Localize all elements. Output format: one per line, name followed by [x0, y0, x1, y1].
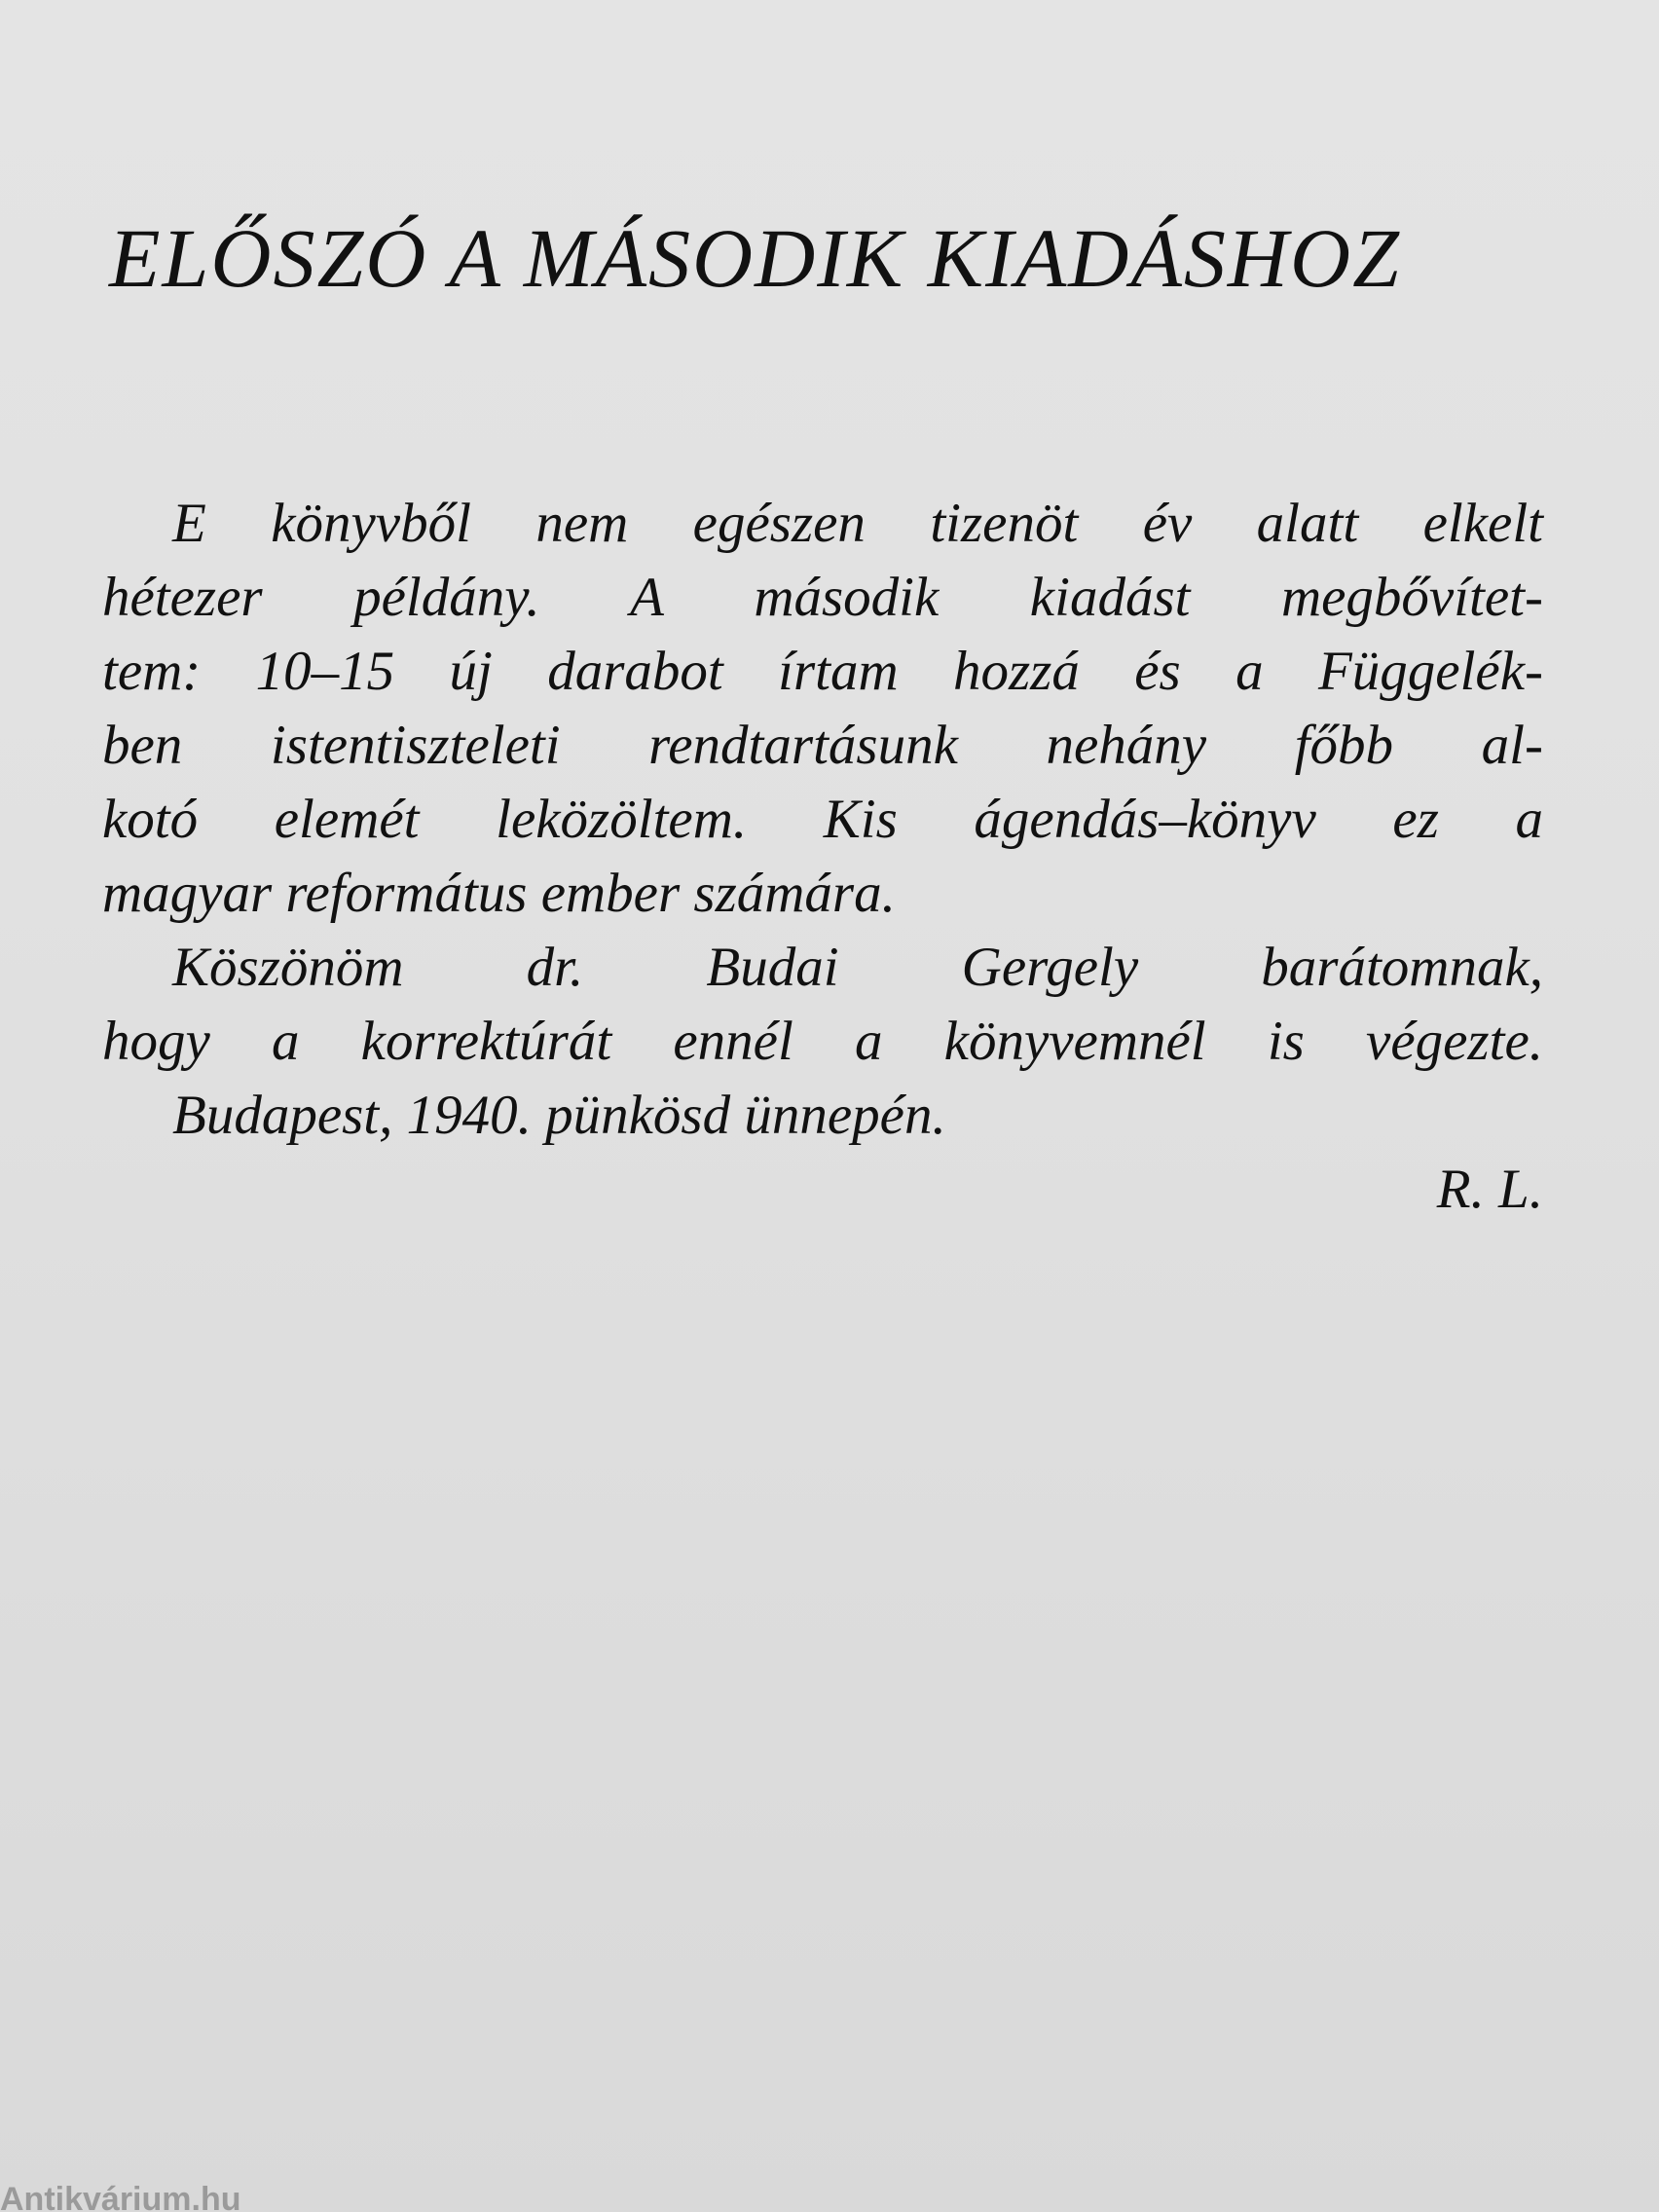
date-line: Budapest, 1940. pünkösd ünnepén. [172, 1085, 946, 1146]
text-line: hogy a korrektúrát ennél a könyvemnél is végezte. [102, 1011, 1543, 1072]
text-line: magyar református ember számára. [102, 863, 896, 924]
text-line: hétezer példány. A második kiadást megbővítet- [102, 567, 1543, 628]
watermark: Antikvárium.hu [0, 2183, 241, 2212]
text-line: ben istentiszteleti rendtartásunk nehány főbb al- [102, 715, 1543, 776]
text-line: kotó elemét leközöltem. Kis ágendás–könyv ez a [102, 789, 1543, 850]
text-line: tem: 10–15 új darabot írtam hozzá és a Függelék- [102, 641, 1543, 702]
page-title: ELŐSZÓ A MÁSODIK KIADÁSHOZ [109, 211, 1401, 305]
preface-text [102, 487, 1543, 1227]
signature: R. L. [1436, 1159, 1543, 1220]
text-line: Köszönöm dr. Budai Gergely barátomnak, [172, 937, 1543, 998]
text-line: E könyvből nem egészen tizenöt év alatt elkelt [172, 493, 1543, 554]
